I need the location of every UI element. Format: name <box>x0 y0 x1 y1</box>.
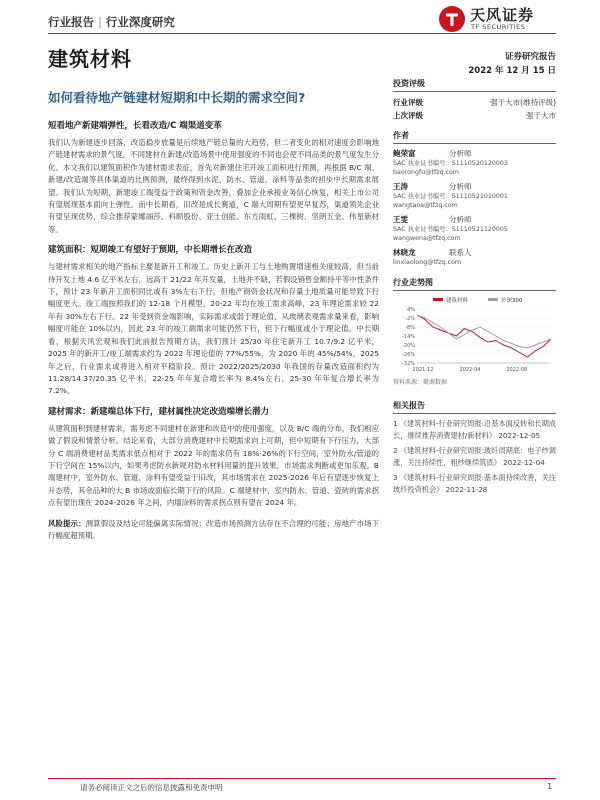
author-email[interactable]: wangwena@tfzq.com <box>393 235 461 242</box>
trend-chart <box>393 295 556 375</box>
y-tick-label: -32% <box>402 361 415 367</box>
x-tick-label: 2022-04 <box>459 367 481 373</box>
section-body: 从建筑面积到建材需求，需考虑不同建材在新建和改造中的使用强度，以及 B/C 端的分布，我们相应做了假设和情景分析。结论来看，大部分消费建材中长期需求向上可期，但中短期有下行压力，大部分 C 端消费建材品类需求低点相对于 2022 年的需求仍有 18%-26%的下行空间，室外防水/管道的下行空间在 15%以内，如果考虑防水新规对防水材料用量的提升效果，市场需求判断或更加乐观。B 端建材中，室外防水、管道、涂料有望受益于旧改，其市场需求在 2025-2026 年后有望逐步恢复上升态势，其余品种的大 B 市场或面临长期下行的风险。C 端建材中，室内防水、管道、瓷砖的需求拐点有望出现在 2024-2026 年之间，内墙涂料的需求拐点则有望在 2024 年。 <box>48 423 379 508</box>
logo-en-text: TF SECURITIES <box>471 23 526 31</box>
footer-disclaimer[interactable]: 请务必阅读正文之后的信息披露和免责申明 <box>80 783 223 792</box>
rating-value: 强于大市 <box>526 111 556 120</box>
main-content <box>48 120 379 550</box>
page-number: 1 <box>547 782 552 791</box>
section-outlook <box>48 120 379 236</box>
author-email[interactable]: wangtaoa@tfzq.com <box>393 202 458 209</box>
y-tick-label: -2% <box>405 316 415 322</box>
trend-chart-svg <box>393 295 556 375</box>
author-email[interactable]: baorongfu@tfzq.com <box>393 169 459 176</box>
section-body: 我们认为新建逐步回落，改造稳步放量是后续地产链总量的大趋势，但二者变化的相对速度会影响地产链建材需求的景气度，不同建材在新建/改造场景中使用强度的不同也会使不同品类的景气度发生分化。本文我们以建筑面积作为建材需求表征，首先对新建住宅开竣工面积进行预测，再根据 B/C 端、新建/改造端等具体渠道的比例预测，最终得到水泥、防水、管道、涂料等品类的初步中长期需求展望。我们认为短期，新建竣工端受益于政策和资金改善，叠加企业承接业务信心恢复，相关上市公司有望展现基本面向上弹性。而中长期看，旧改是成长赛道，C 端大周期有望更早复苏，渠道领先企业有望呈现优势，综合推荐蒙娜丽莎、科顺股份、亚士创能、东方雨虹、三棵树、坚朗五金、伟星新材等。 <box>48 138 379 234</box>
report-type: 证券研究报告 <box>504 52 556 62</box>
author-sac: SAC 执业证书编号：S1110520120003 <box>393 160 508 167</box>
author-entry <box>393 148 556 177</box>
y-tick-label: 4% <box>407 307 415 313</box>
y-tick-label: -14% <box>402 334 415 340</box>
section-floor-area <box>48 244 379 397</box>
author-email[interactable]: linxiaolong@tfzq.com <box>393 259 462 266</box>
risk-note <box>48 518 379 543</box>
section-body: 与建材需求相关的地产指标主要是新开工和竣工。历史上新开工与土地购置增速相关度较高，但当前待开发土地 4.6 亿平米左右，远高于 21/22 年开发量，土地并不缺，若假设销售金额持平等中性条件下，预计 23 年新开工面积同比或有 3%左右下行，但地产商资金状况和存量土地质量可能导致下行幅度更大。竣工端按照我们的 12-18 个月模型，20-22 年均在竣工需求高峰，23 年理论需求较 22 年有 30%左右下行。22 年受到资金端影响，实际需求或弱于理论值，从玻璃表观需求量来看，影响幅度可能在 10%以内，因此 23 年的竣工端需求可能仍然下行，但下行幅度或小于理论值。中长期看，根据天风宏观和我们此前报告预期方法，我们预计 25/30 年住宅新开工 10.7/9.2 亿平米，2025 年的新开工/竣工端需求约为 2022 年理论值的 77%/55%，为 2020 年的 45%/54%，2025 年之后，行业需求或将进入相对平稳阶段。预计 2022/2025/2030 年我国的存量改造面积约为 11.28/14.37/20.35 亿平米，22-25 年年复合增长率为 8.4%左右，25-30 年年复合增长率为 7.2%。 <box>48 262 379 396</box>
section-heading: 建材需求：新建端总体下行，建材属性决定改造端增长潜力 <box>48 406 270 417</box>
y-tick-label: -8% <box>405 325 415 331</box>
chart-source: 资料来源：聚源数据 <box>393 379 448 386</box>
report-date: 2022 年 12 月 15 日 <box>468 66 556 76</box>
author-name: 王涛 <box>393 182 408 191</box>
report-kind: 行业报告 <box>48 15 94 29</box>
legend-label: 建筑材料 <box>446 298 469 304</box>
author-role: 分析师 <box>449 215 472 224</box>
related-heading: 相关报告 <box>393 400 556 414</box>
logo-cn-text: 天风证券 <box>470 6 535 24</box>
author-role: 分析师 <box>449 149 472 158</box>
authors-heading: 作者 <box>393 130 556 144</box>
legend-label: 沪深300 <box>501 298 523 304</box>
rating-row <box>393 96 556 109</box>
related-report[interactable]: 1 《建筑材料-行业研究周报:沿基本面反转和长期成长，继续推荐消费建材/新材料》 2022-12-05 <box>393 419 556 440</box>
series-line <box>417 315 551 348</box>
tf-logo-icon <box>437 4 467 34</box>
report-sub: 行业深度研究 <box>105 15 175 29</box>
legend-swatch <box>433 298 443 301</box>
sidebar <box>393 78 556 499</box>
industry-title: 建筑材料 <box>48 47 132 71</box>
rating-key: 上次评级 <box>393 111 423 120</box>
author-role: 联系人 <box>449 248 472 257</box>
legend-swatch <box>488 298 498 301</box>
y-tick-label: -20% <box>402 343 415 349</box>
section-heading: 短看地产新建端弹性，长看改造/C 端渠道变革 <box>48 121 222 131</box>
header-rule <box>48 33 556 34</box>
y-tick-label: -26% <box>402 352 415 358</box>
author-sac: SAC 执业证书编号：S1110521010001 <box>393 193 508 200</box>
author-name: 林晓龙 <box>393 248 416 257</box>
related-report[interactable]: 3 《建筑材料-行业研究周报:基本面持续改善，关注玻纤投资机会》 2022-11-28 <box>393 473 556 494</box>
header-separator: | <box>98 15 102 29</box>
author-role: 分析师 <box>449 182 472 191</box>
author-sac: SAC 执业证书编号：S1110521120005 <box>393 226 508 233</box>
company-logo <box>437 2 557 34</box>
report-title: 如何看待地产链建材短期和中长期的需求空间? <box>48 90 306 105</box>
author-name: 王雯 <box>393 215 408 224</box>
rating-row <box>393 109 556 122</box>
section-heading: 建筑面积：短期竣工有望好于预期，中长期增长在改造 <box>48 245 253 256</box>
author-name: 鲍荣富 <box>393 149 416 158</box>
risk-heading: 风险提示： <box>48 518 86 528</box>
author-entry <box>393 181 556 210</box>
x-tick-label: 2021-12 <box>412 367 434 373</box>
rating-value: 强于大市(维持评级) <box>490 98 556 107</box>
footer-rule <box>48 778 556 779</box>
section-demand <box>48 406 379 510</box>
risk-body: 测算假设及结论可能偏离实际情况；改造市场预测方法存在不合理的可能；房地产市场下行幅度超预期。 <box>48 518 379 540</box>
trend-heading: 行业走势图 <box>393 277 556 291</box>
related-report[interactable]: 2 《建筑材料-行业研究周报:玻纤周期底：电子纱调涨，关注持续性，粗纱继续筑底》 2022-12-04 <box>393 446 556 467</box>
author-entry <box>393 214 556 243</box>
report-category <box>48 14 175 30</box>
author-entry <box>393 247 556 267</box>
x-tick-label: 2022-08 <box>506 367 528 373</box>
rating-heading: 投资评级 <box>393 78 556 92</box>
rating-key: 行业评级 <box>393 98 423 107</box>
